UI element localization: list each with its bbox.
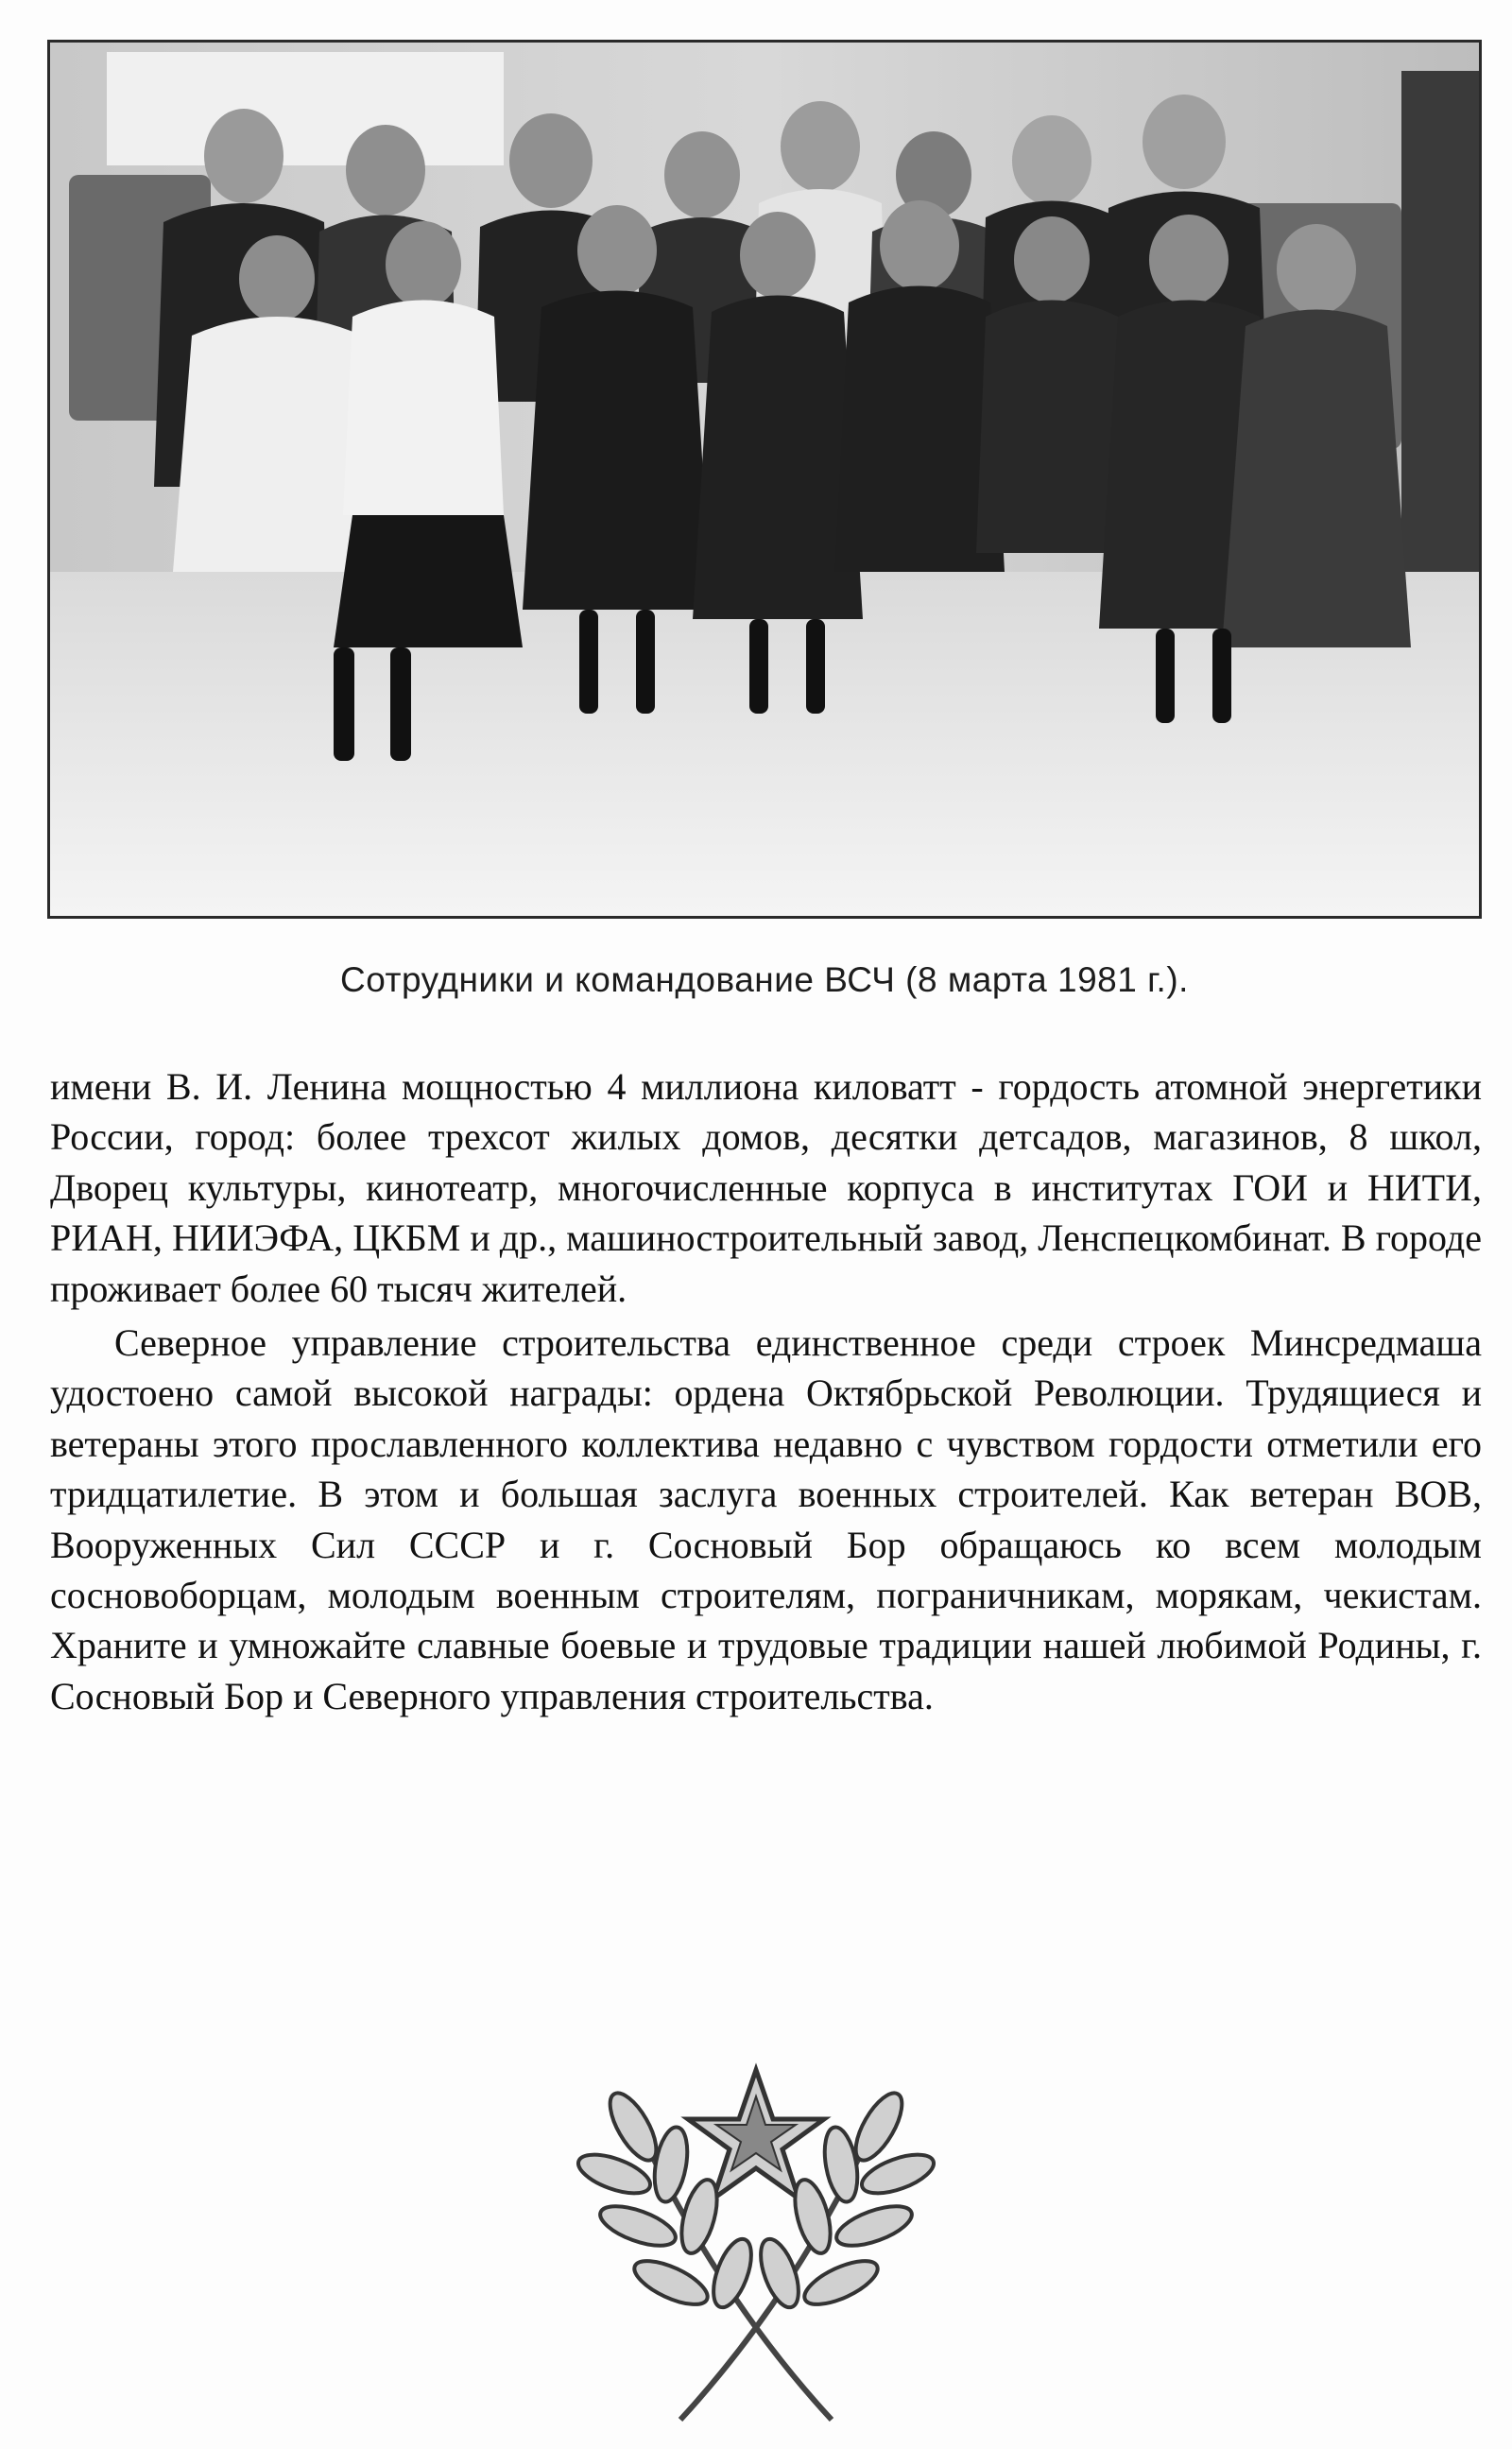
article-body [50,1061,1482,1725]
photo-caption: Сотрудники и командование ВСЧ (8 марта 1981 г.). [340,960,1189,999]
paragraph: имени В. И. Ленина мощностью 4 миллиона киловатт - гордость атомной энергетики России, город: более трехсот жилых домов, десятки детсадов, магазинов, 8 школ, Дворец культуры, кинотеатр, многочисленные корпуса в институтах ГОИ и НИТИ, РИАН, НИИЭФА, ЦКБМ и др., машиностроительный завод, Ленспецкомбинат. В городе проживает более 60 тысяч жителей. [50,1065,1482,1310]
star-laurel-emblem-icon [548,2061,964,2429]
group-photo-image [50,43,1479,916]
group-photo [47,40,1482,919]
paragraph: Северное управление строительства единственное среди строек Минсредмаша удостоено самой высокой награды: ордена Октябрьской Революции. Трудящиеся и ветераны этого прославленного коллектива недавно с чувством гордости отметили его тридцатилетие. В этом и большая заслуга военных строителей. Как ветеран ВОВ, Вооруженных Сил СССР и г. Сосновый Бор обращаюсь ко всем молодым сосновоборцам, молодым военным строителям, пограничникам, морякам, чекистам. Храните и умножайте славные боевые и трудовые традиции нашей любимой Родины, г. Сосновый Бор и Северного управления строительства. [50,1321,1482,1717]
